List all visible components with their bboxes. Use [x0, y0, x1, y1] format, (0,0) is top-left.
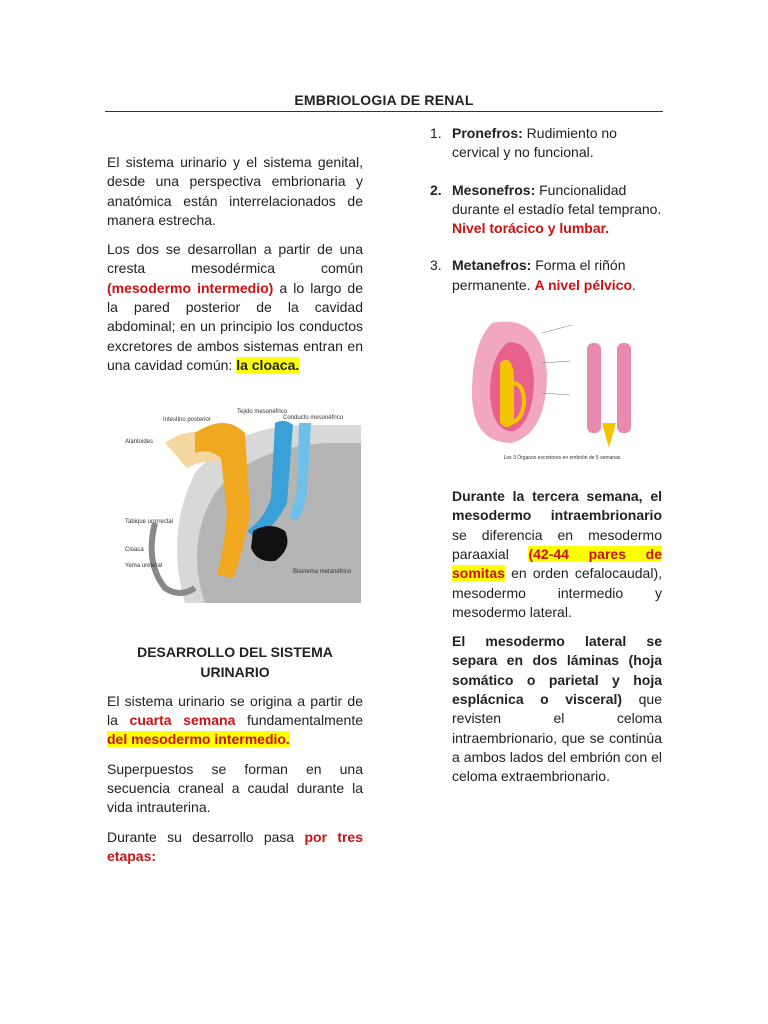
highlight-cloaca: la cloaca. — [236, 356, 300, 373]
label-cloaca: Cloaca — [125, 547, 144, 554]
bold-text: El mesodermo lateral se separa en dos láminas (hoja somático o parietal y hoja esplácnica o visceral) — [452, 633, 662, 708]
cloaca-diagram — [125, 403, 361, 603]
paragraph-origin — [107, 240, 363, 375]
red-emphasis: por tres etapas: — [107, 828, 363, 864]
red-emphasis: cuarta semana — [129, 712, 236, 729]
stage-end: . — [632, 276, 636, 293]
stage-mesonefros — [430, 181, 662, 239]
label-intestino: Intestino posterior — [163, 417, 211, 424]
red-emphasis: Nivel torácico y lumbar. — [452, 220, 610, 237]
text: Durante su desarrollo pasa — [107, 828, 305, 845]
stage-text: Rudimiento no cervical y no funcional. — [452, 125, 617, 161]
text: Los dos se desarrollan a partir de una cresta mesodérmica común — [107, 241, 363, 277]
paragraph-intro: El sistema urinario y el sistema genital, desde una perspectiva embrionaria y anatómica están interrelacionados de manera estrecha. — [107, 154, 363, 228]
title-rule — [105, 111, 663, 112]
bold-text: Durante la tercera semana, el mesodermo intraembrionario — [452, 488, 662, 524]
right-column — [430, 124, 662, 797]
label-tabique: Tabique urorrectal — [125, 519, 174, 526]
red-emphasis: (mesodermo intermedio) — [107, 279, 274, 296]
paragraph-sequence: Superpuestos se forman en una secuencia craneal a caudal durante la vida intrauterina. — [107, 760, 363, 816]
stage-name: Mesonefros: — [452, 181, 536, 198]
stage-number: 3. — [430, 257, 442, 274]
stage-name: Metanefros: — [452, 257, 532, 274]
label-yema: Yema ureteral — [125, 563, 163, 570]
text: fundamentalmente — [235, 712, 363, 729]
left-column — [107, 153, 363, 876]
document-title: EMBRIOLOGIA DE RENAL — [294, 92, 474, 108]
label-alantoides: Alantoides — [125, 439, 154, 446]
figure-caption: Los 3 Órganos excretores en embrión de 5 semanas — [503, 455, 621, 462]
text: El sistema urinario se origina a partir de la — [107, 692, 363, 729]
text: que revisten el celoma intraembrionario, que se continúa a ambos lados del embrión con el celoma extraembrionario. — [452, 691, 662, 785]
paragraph-fourth-week — [107, 692, 363, 750]
text: a lo largo de la pared posterior de la cavidad abdominal; en un principio los conductos excretores de ambos sistemas entran en una cavidad común: — [107, 279, 363, 373]
stage-name: Pronefros: — [452, 125, 523, 141]
label-blastema: Blastema metanéfrico — [293, 569, 352, 576]
excretory-organs-diagram — [452, 313, 672, 463]
paragraph-stages — [107, 828, 363, 867]
stage-text: Funcionalidad durante el estadío fetal temprano. — [452, 181, 662, 217]
stage-text: Forma el riñón permanente. — [452, 257, 626, 293]
stage-pronefros — [430, 124, 662, 163]
paragraph-lateral-mesoderm — [452, 632, 662, 786]
paragraph-third-week — [452, 487, 662, 622]
label-tejido: Tejido mesonéfrico — [237, 409, 288, 416]
section-heading: DESARROLLO DEL SISTEMA URINARIO — [137, 644, 333, 680]
text: se diferencia en mesodermo paraaxial — [452, 526, 662, 562]
highlight-mesodermo: del mesodermo intermedio. — [107, 731, 290, 748]
stage-metanefros — [430, 256, 662, 295]
stage-number: 1. — [430, 125, 442, 141]
red-emphasis: A nivel pélvico — [534, 276, 633, 293]
stage-number: 2. — [430, 181, 442, 198]
highlight-somitas: (42-44 pares de somitas — [452, 545, 662, 582]
label-conducto: Conducto mesonéfrico — [283, 415, 344, 422]
text: en orden cefalocaudal), mesodermo intermedio y mesodermo lateral. — [452, 565, 662, 620]
